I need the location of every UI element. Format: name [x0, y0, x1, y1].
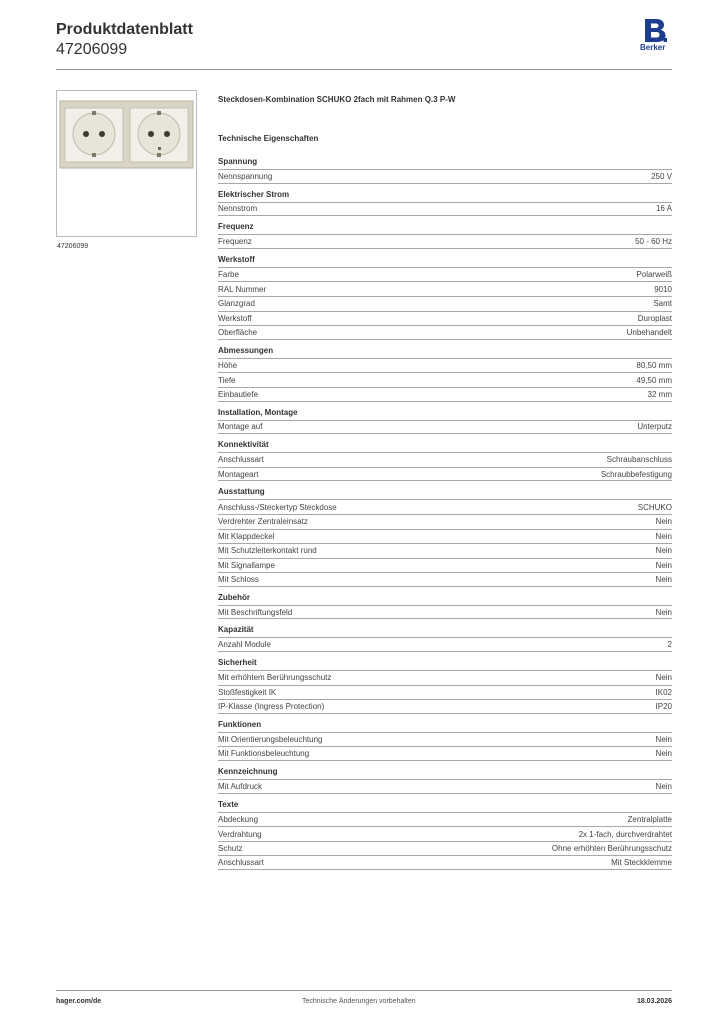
- spec-value: 32 mm: [647, 389, 672, 399]
- spec-group: [218, 623, 672, 652]
- spec-rows: [218, 234, 672, 249]
- spec-value: 250 V: [651, 171, 672, 181]
- spec-group: [218, 765, 672, 794]
- spec-group-title: Konnektivität: [218, 440, 269, 450]
- spec-value: Polarweiß: [636, 270, 672, 280]
- spec-group-title: Installation, Montage: [218, 407, 298, 417]
- spec-label: Mit Klappdeckel: [218, 531, 275, 541]
- spec-row: [218, 169, 672, 184]
- spec-value: 49,50 mm: [636, 375, 672, 385]
- spec-group: [218, 220, 672, 249]
- spec-row: [218, 234, 672, 249]
- spec-value: Nein: [655, 781, 672, 791]
- spec-label: Tiefe: [218, 375, 236, 385]
- spec-row: [218, 529, 672, 544]
- spec-value: Nein: [655, 673, 672, 683]
- spec-row: [218, 387, 672, 402]
- spec-row: [218, 420, 672, 435]
- spec-group-title: Spannung: [218, 157, 258, 166]
- spec-groups: [218, 155, 672, 870]
- spec-value: 16 A: [655, 204, 672, 214]
- spec-row: [218, 281, 672, 296]
- spec-row: [218, 826, 672, 841]
- spec-row: [218, 637, 672, 652]
- spec-label: Anschlussart: [218, 455, 264, 465]
- spec-group: [218, 656, 672, 714]
- spec-value: Nein: [655, 607, 672, 617]
- product-name: Steckdosen-Kombination SCHUKO 2fach mit Rahmen Q.3 P-W: [218, 95, 456, 104]
- spec-value: 50 - 60 Hz: [635, 236, 672, 246]
- footer-date: 18.03.2026: [636, 998, 672, 1005]
- spec-label: Abdeckung: [218, 814, 259, 824]
- spec-row: [218, 812, 672, 827]
- spec-row: [218, 452, 672, 467]
- spec-label: Farbe: [218, 270, 239, 280]
- spec-group-title: Funktionen: [218, 719, 262, 729]
- spec-rows: [218, 202, 672, 217]
- spec-row: [218, 558, 672, 573]
- spec-value: 9010: [654, 284, 672, 294]
- spec-group: [218, 253, 672, 340]
- spec-group: [218, 798, 672, 870]
- spec-value: Zentralplatte: [627, 814, 672, 824]
- document-header: [56, 20, 193, 60]
- spec-label: Oberfläche: [218, 327, 258, 337]
- spec-value: Samt: [653, 299, 672, 309]
- spec-value: IK02: [655, 687, 672, 697]
- spec-group: [218, 438, 672, 481]
- spec-value: Schraubbefestigung: [600, 469, 672, 479]
- spec-row: [218, 325, 672, 340]
- spec-label: Einbautiefe: [218, 389, 259, 399]
- spec-group-title: Sicherheit: [218, 658, 257, 668]
- spec-row: [218, 202, 672, 217]
- spec-rows: [218, 420, 672, 435]
- spec-rows: [218, 267, 672, 340]
- spec-label: Anzahl Module: [218, 640, 271, 650]
- spec-rows: [218, 605, 672, 620]
- spec-group: [218, 188, 672, 217]
- spec-value: Unbehandelt: [626, 327, 672, 337]
- spec-label: IP-Klasse (Ingress Protection): [218, 702, 325, 712]
- spec-value: IP20: [655, 702, 672, 712]
- spec-label: Mit Beschriftungsfeld: [218, 607, 293, 617]
- spec-row: [218, 514, 672, 529]
- spec-label: Werkstoff: [218, 313, 252, 323]
- spec-content: [218, 93, 672, 870]
- spec-value: Nein: [655, 575, 672, 585]
- spec-rows: [218, 779, 672, 794]
- spec-group: [218, 344, 672, 402]
- spec-row: [218, 358, 672, 373]
- spec-value: SCHUKO: [637, 502, 672, 512]
- spec-label: Mit erhöhtem Berührungsschutz: [218, 673, 332, 683]
- header-divider: [56, 69, 672, 70]
- logo-text: Berker: [640, 43, 666, 52]
- spec-rows: [218, 670, 672, 714]
- spec-label: Montage auf: [218, 422, 263, 432]
- spec-value: Schraubanschluss: [606, 455, 672, 465]
- footer-disclaimer: Technische Änderungen vorbehalten: [302, 998, 416, 1005]
- footer-website: hager.com/de: [56, 998, 102, 1005]
- section-title: Technische Eigenschaften: [218, 134, 319, 143]
- spec-value: Nein: [655, 749, 672, 759]
- spec-value: 80,50 mm: [636, 361, 672, 371]
- spec-value: Mit Steckklemme: [611, 858, 672, 868]
- spec-label: Anschlussart: [218, 858, 264, 868]
- spec-label: Nennspannung: [218, 171, 273, 181]
- spec-rows: [218, 637, 672, 652]
- spec-group: [218, 485, 672, 587]
- spec-rows: [218, 499, 672, 587]
- footer-divider: [56, 990, 672, 991]
- spec-group-title: Zubehör: [218, 592, 250, 602]
- socket-outlet-image: [57, 91, 196, 236]
- spec-row: [218, 855, 672, 870]
- spec-label: Montageart: [218, 469, 259, 479]
- spec-rows: [218, 812, 672, 870]
- berker-b-icon: [642, 18, 668, 44]
- spec-row: [218, 267, 672, 282]
- spec-label: Glanzgrad: [218, 299, 255, 309]
- spec-group-title: Kennzeichnung: [218, 767, 278, 777]
- spec-label: RAL Nummer: [218, 284, 267, 294]
- spec-value: Nein: [655, 735, 672, 745]
- spec-label: Mit Schutzleiterkontakt rund: [218, 546, 317, 556]
- spec-group: [218, 718, 672, 761]
- spec-label: Höhe: [218, 361, 238, 371]
- spec-rows: [218, 732, 672, 761]
- spec-group-title: Ausstattung: [218, 487, 265, 497]
- spec-value: Nein: [655, 517, 672, 527]
- spec-value: Nein: [655, 560, 672, 570]
- spec-group: [218, 406, 672, 435]
- spec-group: [218, 155, 672, 184]
- spec-value: Duroplast: [637, 313, 672, 323]
- spec-row: [218, 746, 672, 761]
- spec-label: Nennstrom: [218, 204, 258, 214]
- spec-group-title: Kapazität: [218, 625, 254, 635]
- document-number: 47206099: [56, 41, 128, 58]
- spec-row: [218, 670, 672, 685]
- spec-row: [218, 467, 672, 482]
- product-image: [56, 90, 197, 237]
- spec-label: Mit Schloss: [218, 575, 259, 585]
- spec-rows: [218, 169, 672, 184]
- image-caption: 47206099: [57, 243, 89, 250]
- spec-value: 2x 1-fach, durchverdrahtet: [578, 829, 672, 839]
- spec-row: [218, 296, 672, 311]
- spec-label: Schutz: [218, 844, 243, 854]
- spec-value: Unterputz: [637, 422, 672, 432]
- berker-logo: [640, 18, 674, 54]
- spec-group: [218, 591, 672, 620]
- spec-label: Mit Orientierungsbeleuchtung: [218, 735, 323, 745]
- spec-value: Nein: [655, 531, 672, 541]
- spec-label: Mit Aufdruck: [218, 781, 263, 791]
- spec-label: Mit Funktionsbeleuchtung: [218, 749, 310, 759]
- spec-value: Nein: [655, 546, 672, 556]
- spec-row: [218, 311, 672, 326]
- spec-row: [218, 372, 672, 387]
- spec-label: Anschluss-/Steckertyp Steckdose: [218, 502, 337, 512]
- spec-label: Verdrahtung: [218, 829, 262, 839]
- spec-row: [218, 699, 672, 714]
- spec-rows: [218, 452, 672, 481]
- spec-group-title: Texte: [218, 799, 239, 809]
- spec-group-title: Werkstoff: [218, 254, 255, 264]
- spec-group-title: Frequenz: [218, 222, 254, 232]
- spec-row: [218, 543, 672, 558]
- spec-row: [218, 841, 672, 856]
- spec-group-title: Elektrischer Strom: [218, 189, 290, 199]
- spec-value: 2: [667, 640, 672, 650]
- spec-label: Stoßfestigkeit IK: [218, 687, 277, 697]
- spec-row: [218, 572, 672, 587]
- spec-row: [218, 499, 672, 514]
- spec-row: [218, 605, 672, 620]
- spec-group-title: Abmessungen: [218, 345, 274, 355]
- document-title: Produktdatenblatt: [56, 21, 193, 38]
- spec-label: Verdrehter Zentraleinsatz: [218, 517, 308, 527]
- spec-row: [218, 779, 672, 794]
- spec-label: Mit Signallampe: [218, 560, 275, 570]
- spec-label: Frequenz: [218, 236, 252, 246]
- spec-row: [218, 732, 672, 747]
- spec-value: Ohne erhöhten Berührungsschutz: [551, 844, 672, 854]
- spec-rows: [218, 358, 672, 402]
- spec-row: [218, 685, 672, 700]
